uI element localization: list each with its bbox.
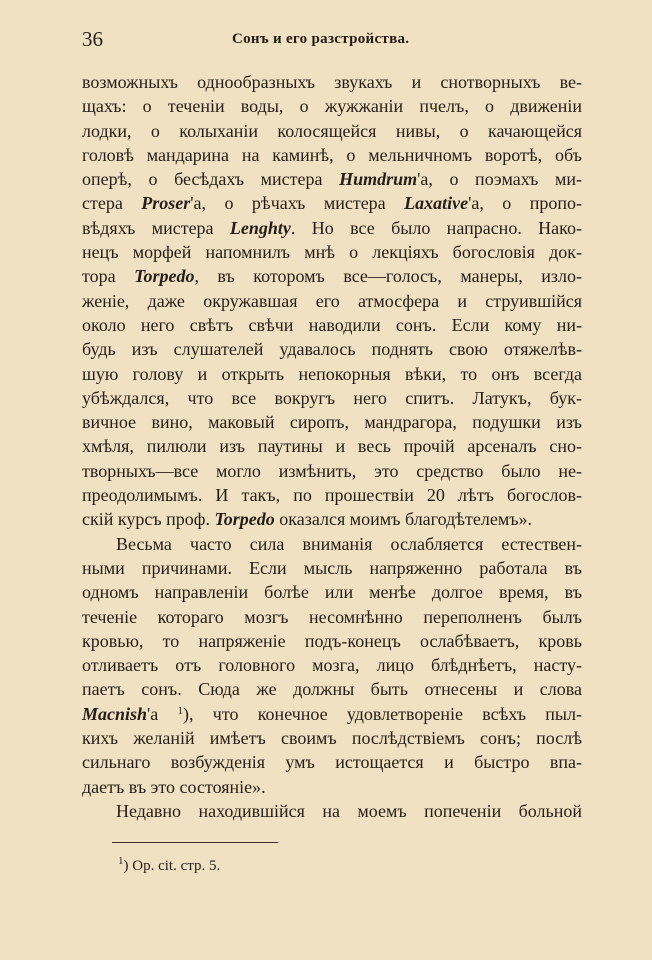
- text-line: [82, 240, 582, 264]
- footnote-ref: 1: [177, 704, 184, 717]
- text-segment: одномъ направленіи болѣе или менѣе долгое время, въ: [82, 582, 582, 603]
- text-segment: преодолимымъ. И такъ, по прошествіи 20 лѣтъ богослов-: [82, 485, 582, 506]
- text-segment: тора: [82, 266, 135, 287]
- text-segment: 'а, о пропо-: [468, 193, 582, 214]
- text-segment: скій курсъ проф.: [82, 509, 215, 530]
- text-segment: оперѣ, о бесѣдахъ мистера: [82, 169, 340, 190]
- text-segment: сильнаго возбужденія умъ истощается и быстро впа-: [82, 752, 582, 773]
- text-line: [82, 775, 582, 799]
- text-line: [82, 264, 582, 288]
- text-line: [82, 799, 582, 823]
- text-segment: кихъ желаній имѣетъ своимъ послѣдствіемъ сонъ; послѣ: [82, 728, 582, 749]
- text-segment: 'а, о поэмахъ ми-: [417, 169, 582, 190]
- text-segment: хмѣля, пилюли изъ паутины и весь прочій арсеналъ сно-: [82, 436, 582, 457]
- text-segment: Недавно находившійся на моемъ попеченіи больной: [116, 800, 582, 821]
- text-segment: возможныхъ однообразныхъ звукахъ и снотворныхъ ве-: [82, 72, 582, 92]
- text-line: [82, 605, 582, 629]
- text-segment: вичное вино, маковый сиропъ, мандрагора, подушки изъ: [82, 412, 582, 433]
- text-segment: . Но все было напрасно. Нако-: [290, 217, 582, 238]
- text-line: [82, 70, 582, 94]
- text-segment: вѣдяхъ мистера: [82, 217, 230, 238]
- text-segment: головѣ мандарина на каминѣ, о мельничномъ воротѣ, объ: [82, 144, 582, 165]
- emphasized-name: Macnish: [82, 703, 148, 724]
- text-segment: даетъ въ это состояніе».: [82, 776, 266, 797]
- text-segment: лодки, о колыханіи колосящейся нивы, о качающейся: [82, 120, 582, 141]
- text-segment: убѣждался, что все вокругъ него спитъ. Латукъ, бук-: [82, 387, 582, 408]
- footnote-text: ) Op. cit. стр. 5.: [123, 858, 221, 874]
- text-segment: творныхъ—все могло измѣнить, это средство было не-: [82, 460, 582, 481]
- footnote: [118, 855, 221, 875]
- text-line: [82, 337, 582, 361]
- text-line: [82, 289, 582, 313]
- text-line: [82, 434, 582, 458]
- text-line: [82, 167, 582, 191]
- text-segment: паетъ сонъ. Сюда же должны быть отнесены и слова: [82, 679, 582, 700]
- text-line: [82, 750, 582, 774]
- footnote-rule: [112, 842, 278, 843]
- text-segment: будь изъ слушателей удавалось поднять свою отяжелѣв-: [82, 339, 582, 360]
- text-line: [82, 702, 582, 726]
- text-line: [82, 507, 582, 531]
- text-line: [82, 313, 582, 337]
- text-line: [82, 677, 582, 701]
- emphasized-name: Torpedo: [214, 509, 275, 530]
- emphasized-name: Laxative: [404, 193, 469, 214]
- emphasized-name: Humdrum: [339, 169, 418, 190]
- text-line: [82, 580, 582, 604]
- text-segment: ), что конечное удовлетвореніе всѣхъ пыл-: [183, 703, 583, 724]
- body-text: [82, 70, 582, 823]
- text-segment: кровью, то напряженіе подъ-конецъ ослабѣваетъ, кровь: [82, 630, 582, 651]
- text-segment: 'а: [147, 703, 178, 724]
- text-line: [82, 532, 582, 556]
- text-line: [82, 143, 582, 167]
- footnote-marker: 1: [118, 855, 124, 867]
- text-segment: около него свѣтъ свѣчи наводили сонъ. Если кому ни-: [82, 314, 582, 335]
- text-segment: ными причинами. Если мысль напряженно работала въ: [82, 557, 582, 578]
- running-title: Сонъ и его разстройства.: [232, 31, 410, 47]
- text-line: [82, 191, 582, 215]
- emphasized-name: Torpedo: [134, 266, 195, 287]
- text-line: [82, 410, 582, 434]
- text-line: [82, 362, 582, 386]
- emphasized-name: Proser: [141, 193, 191, 214]
- text-line: [82, 726, 582, 750]
- text-segment: оказался моимъ благодѣтелемъ».: [274, 509, 533, 530]
- text-line: [82, 483, 582, 507]
- text-segment: женіе, даже окружавшая его атмосфера и струившійся: [82, 290, 582, 311]
- text-segment: шую голову и открыть непокорныя вѣки, то онъ всегда: [82, 363, 582, 384]
- text-segment: стера: [82, 193, 142, 214]
- text-segment: 'а, о рѣчахъ мистера: [190, 193, 405, 214]
- text-line: [82, 119, 582, 143]
- text-segment: щахъ: о теченіи воды, о жужжаніи пчелъ, о движеніи: [82, 96, 582, 117]
- text-line: [82, 94, 582, 118]
- emphasized-name: Lenghty: [229, 217, 291, 238]
- text-line: [82, 556, 582, 580]
- text-line: [82, 629, 582, 653]
- text-segment: , въ которомъ все—голосъ, манеры, изло-: [194, 266, 582, 287]
- text-segment: отливаетъ отъ головного мозга, лицо блѣднѣетъ, насту-: [82, 655, 582, 676]
- text-segment: нецъ морфей напомнилъ мнѣ о лекціяхъ богословія док-: [82, 242, 582, 263]
- text-line: [82, 459, 582, 483]
- page-number: 36: [82, 27, 103, 51]
- text-line: [82, 216, 582, 240]
- text-line: [82, 386, 582, 410]
- text-line: [82, 653, 582, 677]
- text-segment: теченіе котораго мозгъ несомнѣнно переполненъ былъ: [82, 606, 582, 627]
- text-segment: Весьма часто сила вниманія ослабляется естествен-: [116, 533, 582, 554]
- page-header: [82, 27, 582, 57]
